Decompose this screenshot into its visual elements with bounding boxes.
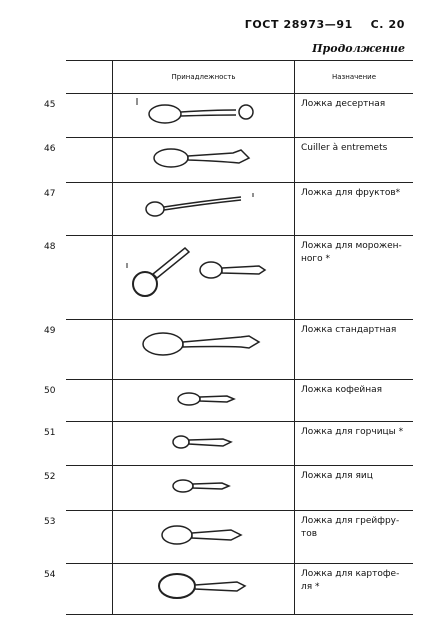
row-number: 46 <box>66 138 113 182</box>
row-number: 52 <box>66 466 113 510</box>
purpose-text: Ложка десертная <box>295 94 414 138</box>
row-number: 45 <box>66 94 113 138</box>
table-header-row <box>66 61 413 94</box>
fruit-spoon-icon <box>113 182 295 235</box>
continuation-label: Продолжение <box>312 42 405 55</box>
purpose-text: Ложка для горчицы * <box>295 422 414 466</box>
row-number: 50 <box>66 379 113 421</box>
dessert-spoon-icon <box>113 94 295 138</box>
table-row <box>66 235 413 319</box>
row-number: 48 <box>66 235 113 319</box>
purpose-text: Ложка для яиц <box>295 466 414 510</box>
coffee-spoon-icon <box>113 379 295 421</box>
purpose-column-header: Назначение <box>295 61 414 94</box>
mustard-spoon-icon <box>113 422 295 466</box>
row-number: 54 <box>66 563 113 614</box>
ice-cream-spoon-icon <box>113 235 295 319</box>
grapefruit-spoon-icon <box>113 510 295 563</box>
purpose-text: Ложка кофейная <box>295 379 414 421</box>
potato-spoon-icon <box>113 563 295 614</box>
purpose-text: Cuiller à entremets <box>295 138 414 182</box>
purpose-text: Ложка для морожен- ного * <box>295 235 414 319</box>
purpose-text: Ложка для грейфру- тов <box>295 510 414 563</box>
table-row <box>66 138 413 182</box>
table-row <box>66 320 413 380</box>
table-row <box>66 422 413 466</box>
spoon-table <box>44 60 413 615</box>
table-row <box>66 466 413 510</box>
table-row <box>66 510 413 563</box>
number-column-header <box>66 61 113 94</box>
row-number: 49 <box>66 320 113 380</box>
standard-code: ГОСТ 28973—91 <box>244 18 353 31</box>
row-number: 47 <box>66 182 113 235</box>
document-header <box>245 18 405 31</box>
item-column-header: Принадлежность <box>113 61 295 94</box>
entremets-spoon-icon <box>113 138 295 182</box>
page-number: С. 20 <box>370 18 405 31</box>
table-row <box>66 94 413 138</box>
table-row <box>66 563 413 614</box>
purpose-text: Ложка для фруктов* <box>295 182 414 235</box>
purpose-text: Ложка стандартная <box>295 320 414 380</box>
row-number: 53 <box>66 510 113 563</box>
egg-spoon-icon <box>113 466 295 510</box>
standard-spoon-icon <box>113 320 295 380</box>
table-row <box>66 182 413 235</box>
purpose-text: Ложка для картофе- ля * <box>295 563 414 614</box>
table-row <box>66 379 413 421</box>
row-number: 51 <box>66 422 113 466</box>
